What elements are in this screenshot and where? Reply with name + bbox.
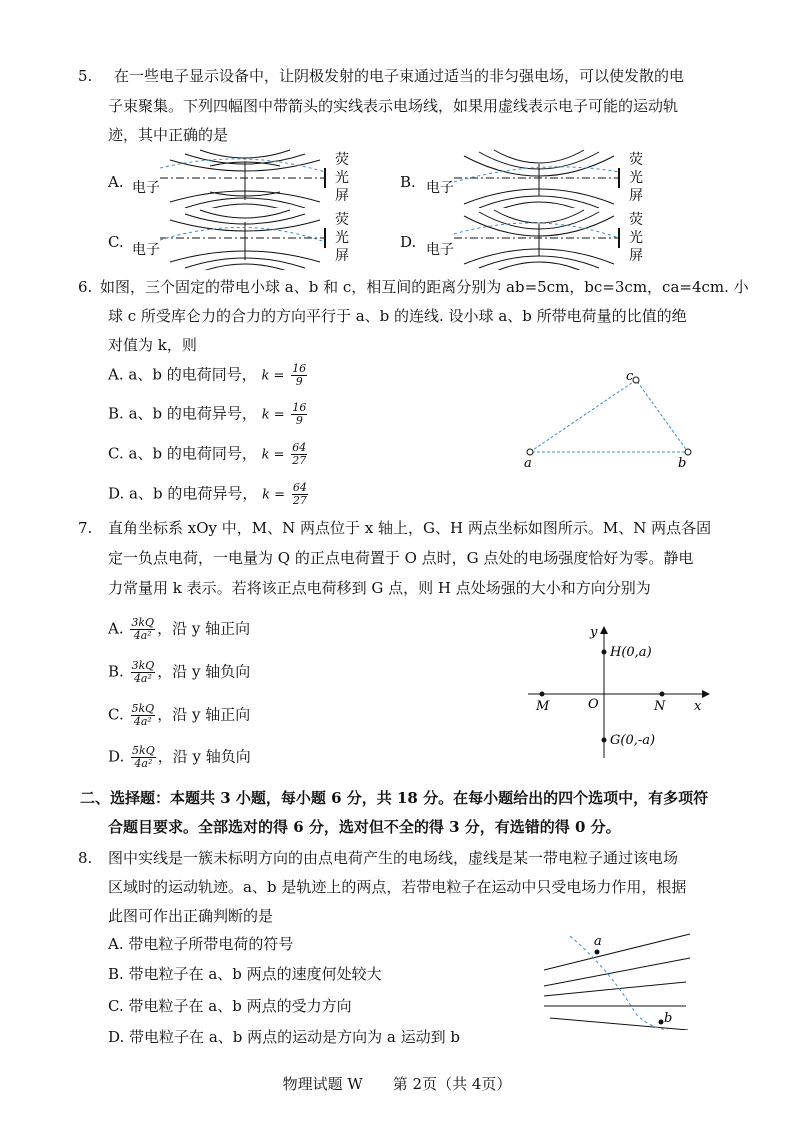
q5-line-2: 子束聚集。下列四幅图中带箭头的实线表示电场线，如果用虚线表示电子可能的运动轨 [108, 97, 679, 115]
q5-number: 5. [78, 67, 93, 85]
q6-option-b-label: B. [108, 404, 124, 423]
q8-label-b: b [664, 1011, 673, 1026]
q6-option-a-fraction: $\frac{16}{9}$ [292, 362, 307, 388]
q7-option-a-fraction: $\frac{3kQ}{\text{4a²}}$ [131, 616, 155, 642]
q7-point-h [602, 650, 607, 655]
q7-label-o: O [588, 697, 599, 712]
q6-option-d-text: a、b 的电荷异号， [129, 484, 258, 503]
q5-b-screen-3: 屏 [629, 188, 643, 204]
q8-option-c-text: 带电粒子在 a、b 两点的受力方向 [128, 997, 352, 1015]
q5-d-screen-2: 光 [629, 230, 643, 246]
q8-label-a: a [594, 934, 602, 949]
q6-option-a [108, 363, 309, 388]
q8-option-b-text: 带电粒子在 a、b 两点的速度何处较大 [128, 965, 382, 983]
q7-option-d-text: ，沿 y 轴负向 [157, 747, 251, 766]
q8-option-d [108, 1027, 460, 1047]
q7-option-b-fraction: $\frac{3kQ}{\text{4a²}}$ [131, 659, 155, 685]
q7-label-x: x [694, 699, 702, 714]
q8-line-2: 区域时的运动轨迹。a、b 是轨迹上的两点，若带电粒子在运动中只受电场力作用，根据 [108, 878, 687, 896]
q6-option-c-fraction: $\frac{64}{27}$ [292, 441, 307, 467]
q7-option-b [108, 660, 250, 685]
q6-option-d-label: D. [108, 484, 125, 503]
q5-option-d-label: D. [400, 233, 417, 251]
q5-b-screen-1: 荧 [629, 152, 643, 168]
section-2-heading-line-1: 二、选择题：本题共 3 小题，每小题 6 分，共 18 分。在每小题给出的四个选项中，有多项符 [80, 789, 709, 807]
q5-d-screen-1: 荧 [629, 212, 643, 228]
q5-b-electron-label: 电子 [426, 180, 454, 196]
q5-option-a-label: A. [108, 173, 124, 191]
q6-option-b-fraction: $\frac{16}{9}$ [292, 401, 307, 427]
q5-figure-b [424, 148, 654, 208]
q5-d-electron-label: 电子 [426, 242, 454, 258]
q8-option-c [108, 996, 352, 1016]
q6-option-c-k: k = [261, 447, 285, 463]
q6-option-d [108, 482, 310, 507]
q8-number: 8. [78, 849, 93, 867]
q5-line-1: 在一些电子显示设备中，让阴极发射的电子束通过适当的非匀强电场，可以使发散的电 [114, 67, 685, 85]
q8-point-a [595, 950, 600, 955]
page-footer: 物理试题 W 第 2页（共 4页） [282, 1075, 512, 1093]
q8-option-c-label: C. [108, 997, 124, 1015]
q7-point-n [660, 692, 665, 697]
q5-figure-a [130, 148, 360, 208]
q6-label-c: c [626, 369, 634, 384]
q6-label-b: b [678, 456, 687, 471]
q7-line-1: 直角坐标系 xOy 中，M、N 两点位于 x 轴上，G、H 两点坐标如图所示。M、N 两点各固 [108, 519, 712, 537]
q6-option-a-label: A. [108, 365, 124, 384]
q6-number: 6. [78, 278, 93, 296]
q6-line-1: 如图，三个固定的带电小球 a、b 和 c，相互间的距离分别为 ab=5cm，bc=3cm，ca=4cm. 小 [100, 278, 749, 296]
q7-option-a [108, 617, 250, 642]
q8-line-3: 此图可作出正确判断的是 [108, 907, 274, 925]
q7-option-d-label: D. [108, 747, 125, 766]
q5-c-screen-3: 屏 [335, 248, 349, 264]
q6-option-c-label: C. [108, 444, 124, 463]
q7-option-b-label: B. [108, 662, 124, 681]
q6-label-a: a [524, 456, 532, 471]
q7-option-d [108, 745, 251, 770]
q6-option-a-text: a、b 的电荷同号， [128, 365, 257, 384]
q6-option-b [108, 402, 309, 427]
q8-option-a-label: A. [108, 935, 124, 953]
q5-a-screen-1: 荧 [335, 152, 349, 168]
q8-option-d-text: 带电粒子在 a、b 两点的运动是方向为 a 运动到 b [129, 1028, 460, 1046]
q7-option-c-fraction: $\frac{5kQ}{\text{4a²}}$ [131, 702, 155, 728]
q5-c-screen-1: 荧 [335, 212, 349, 228]
q5-a-screen-2: 光 [335, 170, 349, 186]
q7-option-a-text: ，沿 y 轴正向 [157, 619, 251, 638]
q5-option-c-label: C. [108, 233, 124, 251]
q7-line-2: 定一负点电荷，一电量为 Q 的正点电荷置于 O 点时，G 点处的电场强度恰好为零。静电 [108, 549, 694, 567]
q7-label-n: N [654, 699, 666, 714]
q5-line-3: 迹，其中正确的是 [108, 126, 229, 144]
q6-option-d-k: k = [262, 487, 286, 503]
q8-option-b [108, 964, 382, 984]
q7-point-m [540, 692, 545, 697]
q7-option-d-fraction: $\frac{5kQ}{\text{4a²}}$ [132, 744, 155, 770]
section-2-heading-line-2: 合题目要求。全部选对的得 6 分，选对但不全的得 3 分，有选错的得 0 分。 [108, 818, 621, 836]
q6-option-b-k: k = [261, 407, 285, 423]
q8-trajectory [570, 936, 668, 1030]
q7-label-g: G(0,-a) [610, 733, 656, 748]
q8-field-figure [540, 930, 700, 1030]
q8-line-1: 图中实线是一簇未标明方向的由点电荷产生的电场线，虚线是某一带电粒子通过该电场 [108, 849, 679, 867]
q7-option-b-text: ，沿 y 轴负向 [157, 662, 251, 681]
q5-d-screen-3: 屏 [629, 248, 643, 264]
q6-ball-c [633, 377, 639, 383]
q8-option-d-label: D. [108, 1028, 125, 1046]
q8-option-a-text: 带电粒子所带电荷的符号 [128, 935, 294, 953]
q5-figure-c [130, 208, 360, 270]
q7-option-c-label: C. [108, 705, 124, 724]
q7-option-c-text: ，沿 y 轴正向 [157, 705, 251, 724]
q5-c-screen-2: 光 [335, 230, 349, 246]
q8-option-b-label: B. [108, 965, 124, 983]
q6-option-c-text: a、b 的电荷同号， [128, 444, 257, 463]
q5-figure-d [424, 208, 654, 270]
q6-ball-a [527, 449, 533, 455]
q6-option-d-fraction: $\frac{64}{27}$ [292, 481, 307, 507]
q8-point-b [659, 1020, 664, 1025]
q6-line-3: 对值为 k，则 [108, 336, 197, 354]
q8-option-a [108, 934, 293, 954]
q7-number: 7. [78, 519, 93, 537]
q6-option-c [108, 442, 309, 467]
q5-c-electron-label: 电子 [132, 242, 160, 258]
q7-coordinate-figure [524, 622, 714, 762]
q5-option-b-label: B. [400, 173, 416, 191]
q7-option-a-label: A. [108, 619, 124, 638]
q7-label-h: H(0,a) [610, 645, 652, 660]
q7-label-y: y [590, 625, 598, 640]
q7-line-3: 力常量用 k 表示。若将该正点电荷移到 G 点，则 H 点处场强的大小和方向分别为 [108, 579, 651, 597]
q6-ball-b [685, 449, 691, 455]
q7-point-g [602, 738, 607, 743]
q5-a-screen-3: 屏 [335, 188, 349, 204]
q6-option-b-text: a、b 的电荷异号， [128, 404, 257, 423]
q6-triangle-figure [516, 368, 706, 472]
q5-b-screen-2: 光 [629, 170, 643, 186]
q7-option-c [108, 703, 250, 728]
q6-option-a-k: k = [261, 368, 285, 384]
q5-a-electron-label: 电子 [132, 180, 160, 196]
q7-label-m: M [536, 699, 550, 714]
q6-line-2: 球 c 所受库仑力的合力的方向平行于 a、b 的连线. 设小球 a、b 所带电荷量的比值的绝 [108, 307, 687, 325]
